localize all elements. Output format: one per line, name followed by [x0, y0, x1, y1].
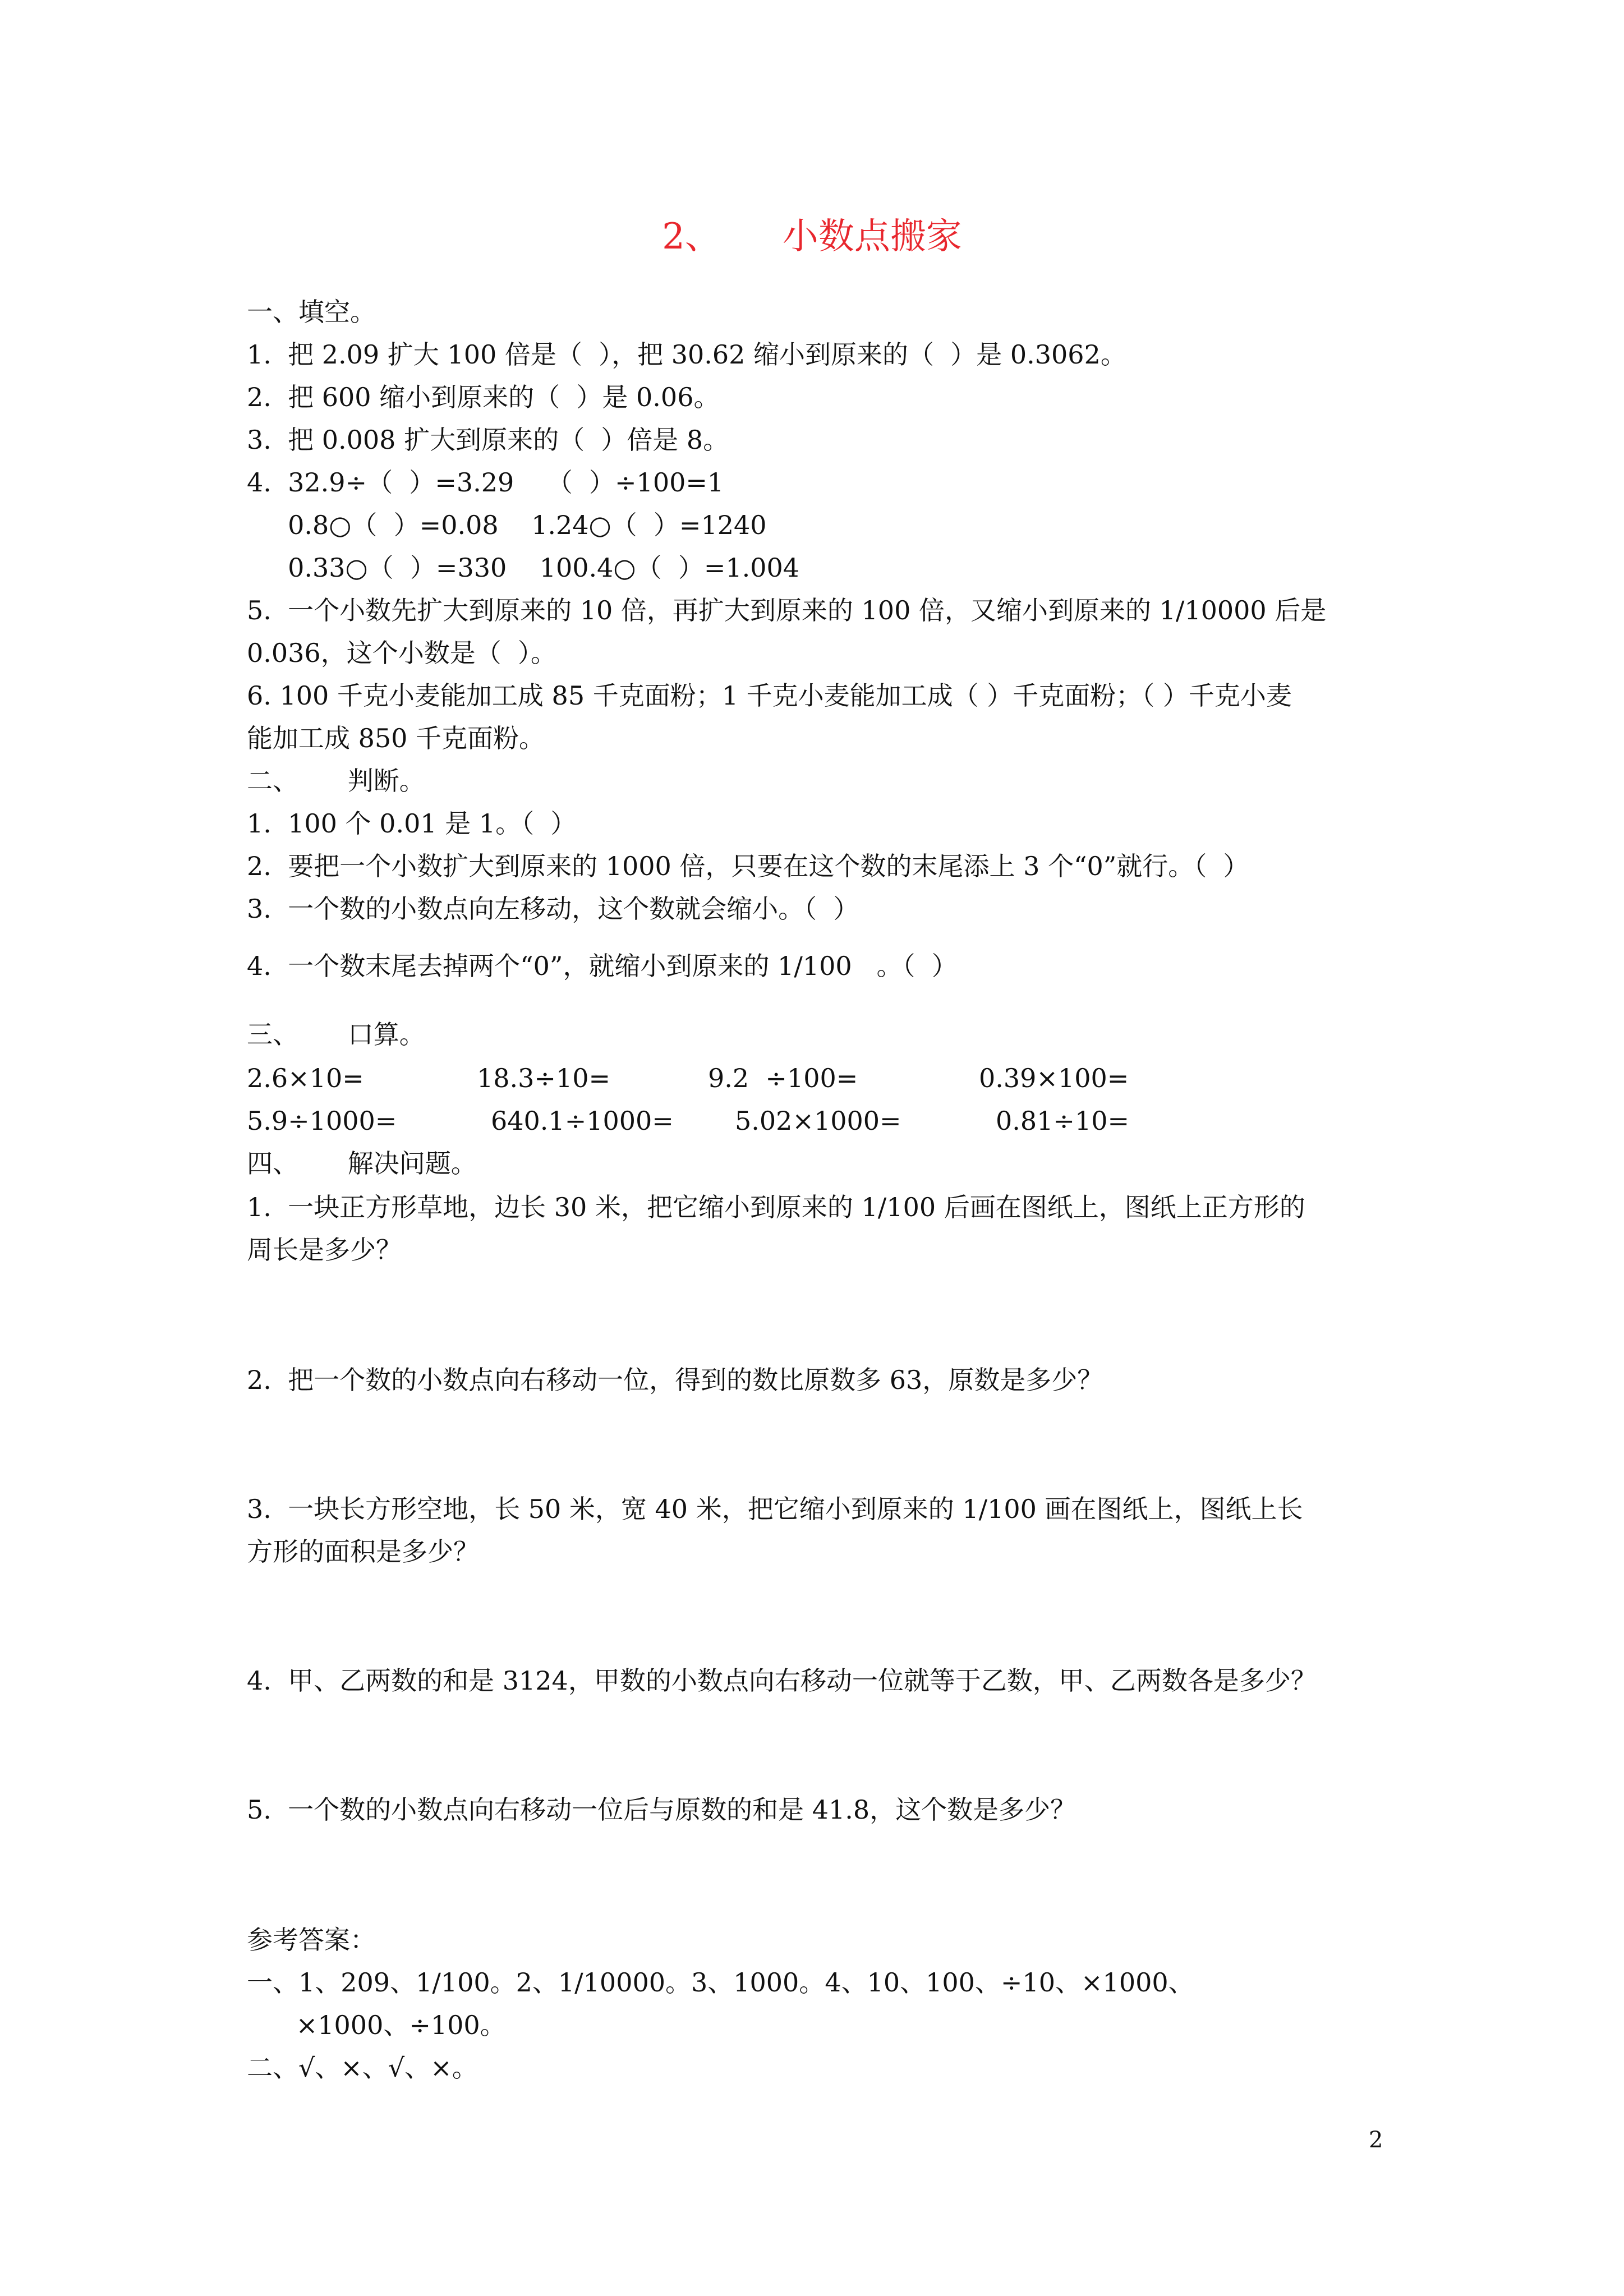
- problem-line: 周长是多少？: [247, 1235, 402, 1265]
- answers-heading: 参考答案：: [247, 1925, 376, 1955]
- answer-line: 一、1、209、1/100。2、1/10000。3、1000。4、10、100、÷10、×1000、: [247, 1967, 1194, 1998]
- fill-blank-line: 0.33○（ ）=330 100.4○（ ）=1.004: [247, 553, 800, 583]
- fill-blank-line: 4. 32.9÷（ ）=3.29 （ ）÷100=1: [247, 467, 724, 498]
- fill-blank-line: 0.8○（ ）=0.08 1.24○（ ）=1240: [247, 510, 767, 540]
- title-text: 小数点搬家: [782, 216, 962, 257]
- page-number: 2: [1369, 2127, 1383, 2153]
- mental-math-item: 9.2 ÷100=: [708, 1063, 858, 1093]
- title-number: 2、: [662, 216, 721, 257]
- problem-line: 5. 一个数的小数点向右移动一位后与原数的和是 41.8，这个数是多少？: [247, 1795, 1076, 1825]
- fill-blank-line: 3. 把 0.008 扩大到原来的（ ）倍是 8。: [247, 425, 729, 455]
- answer-line: ×1000、÷100。: [247, 2010, 506, 2040]
- fill-blank-line: 能加工成 850 千克面粉。: [247, 723, 545, 753]
- problem-line: 4. 甲、乙两数的和是 3124，甲数的小数点向右移动一位就等于乙数，甲、乙两数各是多少？: [247, 1665, 1317, 1696]
- section2-heading: 二、 判断。: [247, 766, 425, 796]
- mental-math-item: 2.6×10=: [247, 1063, 364, 1093]
- section3-heading: 三、 口算。: [247, 1019, 425, 1050]
- fill-blank-line: 2. 把 600 缩小到原来的（ ）是 0.06。: [247, 382, 720, 412]
- mental-math-item: 18.3÷10=: [477, 1063, 611, 1093]
- fill-blank-line: 1. 把 2.09 扩大 100 倍是（ ），把 30.62 缩小到原来的（ ）是 0.3062。: [247, 339, 1126, 370]
- judgment-line: 4. 一个数末尾去掉两个“0”，就缩小到原来的 1/100 。（ ）: [247, 951, 958, 981]
- section1-heading: 一、填空。: [247, 297, 376, 327]
- mental-math-item: 640.1÷1000=: [491, 1106, 674, 1136]
- judgment-line: 2. 要把一个小数扩大到原来的 1000 倍，只要在这个数的末尾添上 3 个“0”就行。（ ）: [247, 851, 1249, 881]
- answer-line: 二、√、×、√、×。: [247, 2053, 478, 2083]
- mental-math-item: 5.02×1000=: [735, 1106, 901, 1136]
- problem-line: 3. 一块长方形空地，长 50 米，宽 40 米，把它缩小到原来的 1/100 画在图纸上，图纸上长: [247, 1494, 1303, 1524]
- problem-line: 1. 一块正方形草地，边长 30 米，把它缩小到原来的 1/100 后画在图纸上，图纸上正方形的: [247, 1192, 1305, 1222]
- fill-blank-line: 5. 一个小数先扩大到原来的 10 倍，再扩大到原来的 100 倍，又缩小到原来的 1/10000 后是: [247, 595, 1327, 625]
- fill-blank-line: 0.036，这个小数是（ ）。: [247, 638, 556, 668]
- page-title: [0, 214, 1624, 259]
- mental-math-item: 5.9÷1000=: [247, 1106, 397, 1136]
- judgment-line: 1. 100 个 0.01 是 1。（ ）: [247, 808, 577, 839]
- mental-math-item: 0.39×100=: [979, 1063, 1129, 1093]
- judgment-line: 3. 一个数的小数点向左移动，这个数就会缩小。（ ）: [247, 894, 859, 924]
- problem-line: 2. 把一个数的小数点向右移动一位，得到的数比原数多 63，原数是多少？: [247, 1365, 1103, 1395]
- problem-line: 方形的面积是多少？: [247, 1536, 479, 1567]
- fill-blank-line: 6. 100 千克小麦能加工成 85 千克面粉；1 千克小麦能加工成（ ）千克面粉；（ ）千克小麦: [247, 680, 1292, 711]
- section4-heading: 四、 解决问题。: [247, 1148, 477, 1179]
- mental-math-item: 0.81÷10=: [996, 1106, 1130, 1136]
